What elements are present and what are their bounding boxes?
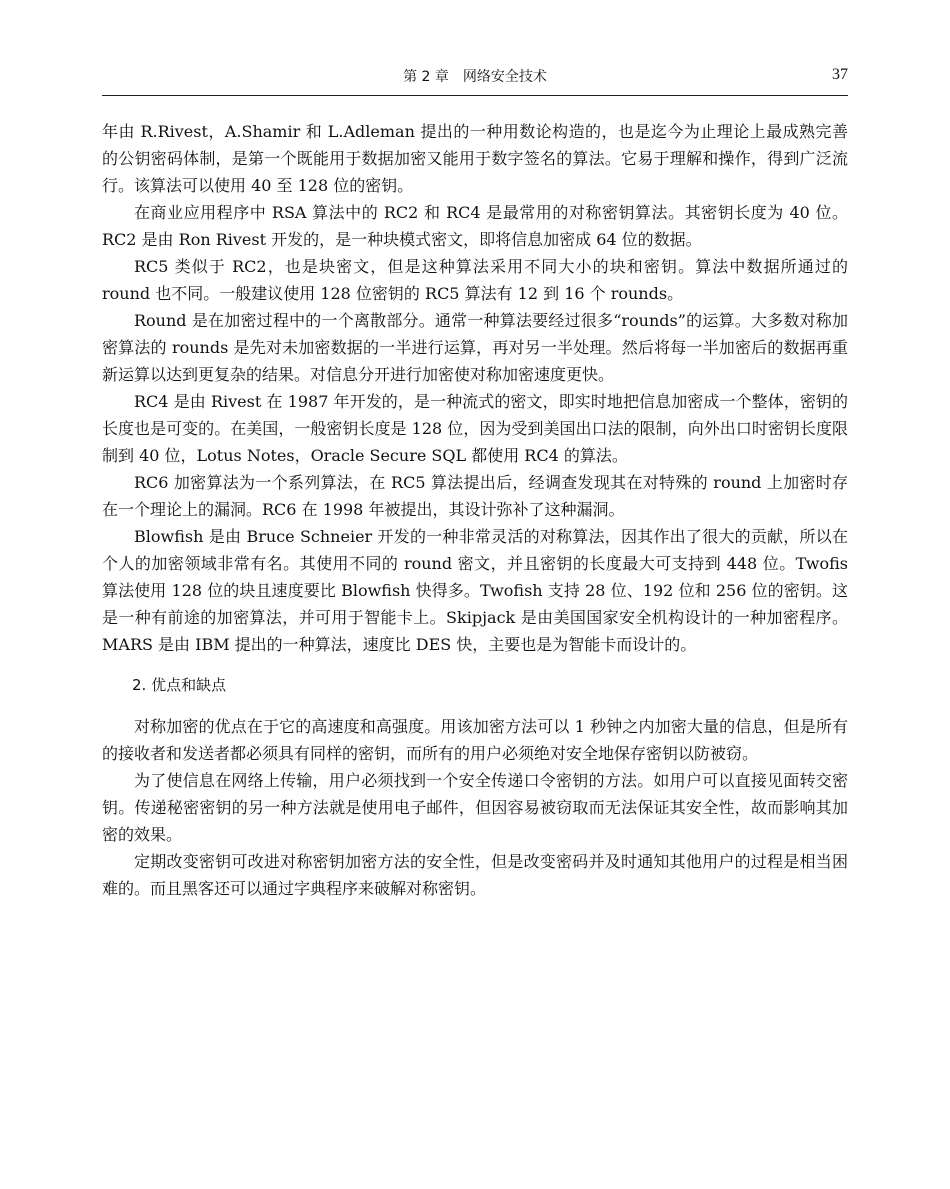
page-body — [102, 118, 848, 902]
header-divider — [102, 95, 848, 96]
section-heading: 2. 优点和缺点 — [132, 676, 227, 694]
paragraph-rc4: RC4 是由 Rivest 在 1987 年开发的，是一种流式的密文，即实时地把信息加密成一个整体，密钥的长度也是可变的。在美国，一般密钥长度是 128 位，因为受到美国出口法的限制，向外出口时密钥长度限制到 40 位，Lotus Notes，Oracle Secure SQL 都使用 RC4 的算法。 — [102, 392, 848, 465]
page-header — [102, 66, 848, 92]
chapter-title: 第 2 章 网络安全技术 — [403, 69, 547, 85]
paragraph-rc6: RC6 加密算法为一个系列算法，在 RC5 算法提出后，经调查发现其在对特殊的 round 上加密时存在一个理论上的漏洞。RC6 在 1998 年被提出，其设计弥补了这种漏洞。 — [102, 473, 848, 519]
paragraph-rc2-rc4: 在商业应用程序中 RSA 算法中的 RC2 和 RC4 是最常用的对称密钥算法。其密钥长度为 40 位。RC2 是由 Ron Rivest 开发的，是一种块模式密文，即将信息加密成 64 位的数据。 — [102, 203, 848, 249]
paragraph-rc5: RC5 类似于 RC2，也是块密文，但是这种算法采用不同大小的块和密钥。算法中数据所通过的 round 也不同。一般建议使用 128 位密钥的 RC5 算法有 12 到 16 个 rounds。 — [102, 257, 848, 303]
paragraph-key-transfer: 为了使信息在网络上传输，用户必须找到一个安全传递口令密钥的方法。如用户可以直接见面转交密钥。传递秘密密钥的另一种方法就是使用电子邮件，但因容易被窃取而无法保证其安全性，故而影响其加密的效果。 — [102, 771, 848, 844]
paragraph-blowfish: Blowfish 是由 Bruce Schneier 开发的一种非常灵活的对称算法，因其作出了很大的贡献，所以在个人的加密领域非常有名。其使用不同的 round 密文，并且密钥的长度最大可支持到 448 位。Twofis 算法使用 128 位的块且速度要比 Blowfish 快得多。Twofish 支持 28 位、192 位和 256 位的密钥。这是一种有前途的加密算法，并可用于智能卡上。Skipjack 是由美国国家安全机构设计的一种加密程序。MARS 是由 IBM 提出的一种算法，速度比 DES 快，主要也是为智能卡而设计的。 — [102, 527, 848, 654]
paragraph-round: Round 是在加密过程中的一个离散部分。通常一种算法要经过很多“rounds”的运算。大多数对称加密算法的 rounds 是先对未加密数据的一半进行运算，再对另一半处理。然后将每一半加密后的数据再重新运算以达到更复杂的结果。对信息分开进行加密使对称加密速度更快。 — [102, 311, 848, 384]
paragraph-advantages: 对称加密的优点在于它的高速度和高强度。用该加密方法可以 1 秒钟之内加密大量的信息，但是所有的接收者和发送者都必须具有同样的密钥，而所有的用户必须绝对安全地保存密钥以防被窃。 — [102, 717, 848, 763]
paragraph-rsa-intro: 年由 R.Rivest，A.Shamir 和 L.Adleman 提出的一种用数论构造的，也是迄今为止理论上最成熟完善的公钥密码体制，是第一个既能用于数据加密又能用于数字签名的算法。它易于理解和操作，得到广泛流行。该算法可以使用 40 至 128 位的密钥。 — [102, 122, 848, 195]
page-number: 37 — [832, 66, 848, 83]
paragraph-key-change: 定期改变密钥可改进对称密钥加密方法的安全性，但是改变密码并及时通知其他用户的过程是相当困难的。而且黑客还可以通过字典程序来破解对称密钥。 — [102, 852, 848, 898]
